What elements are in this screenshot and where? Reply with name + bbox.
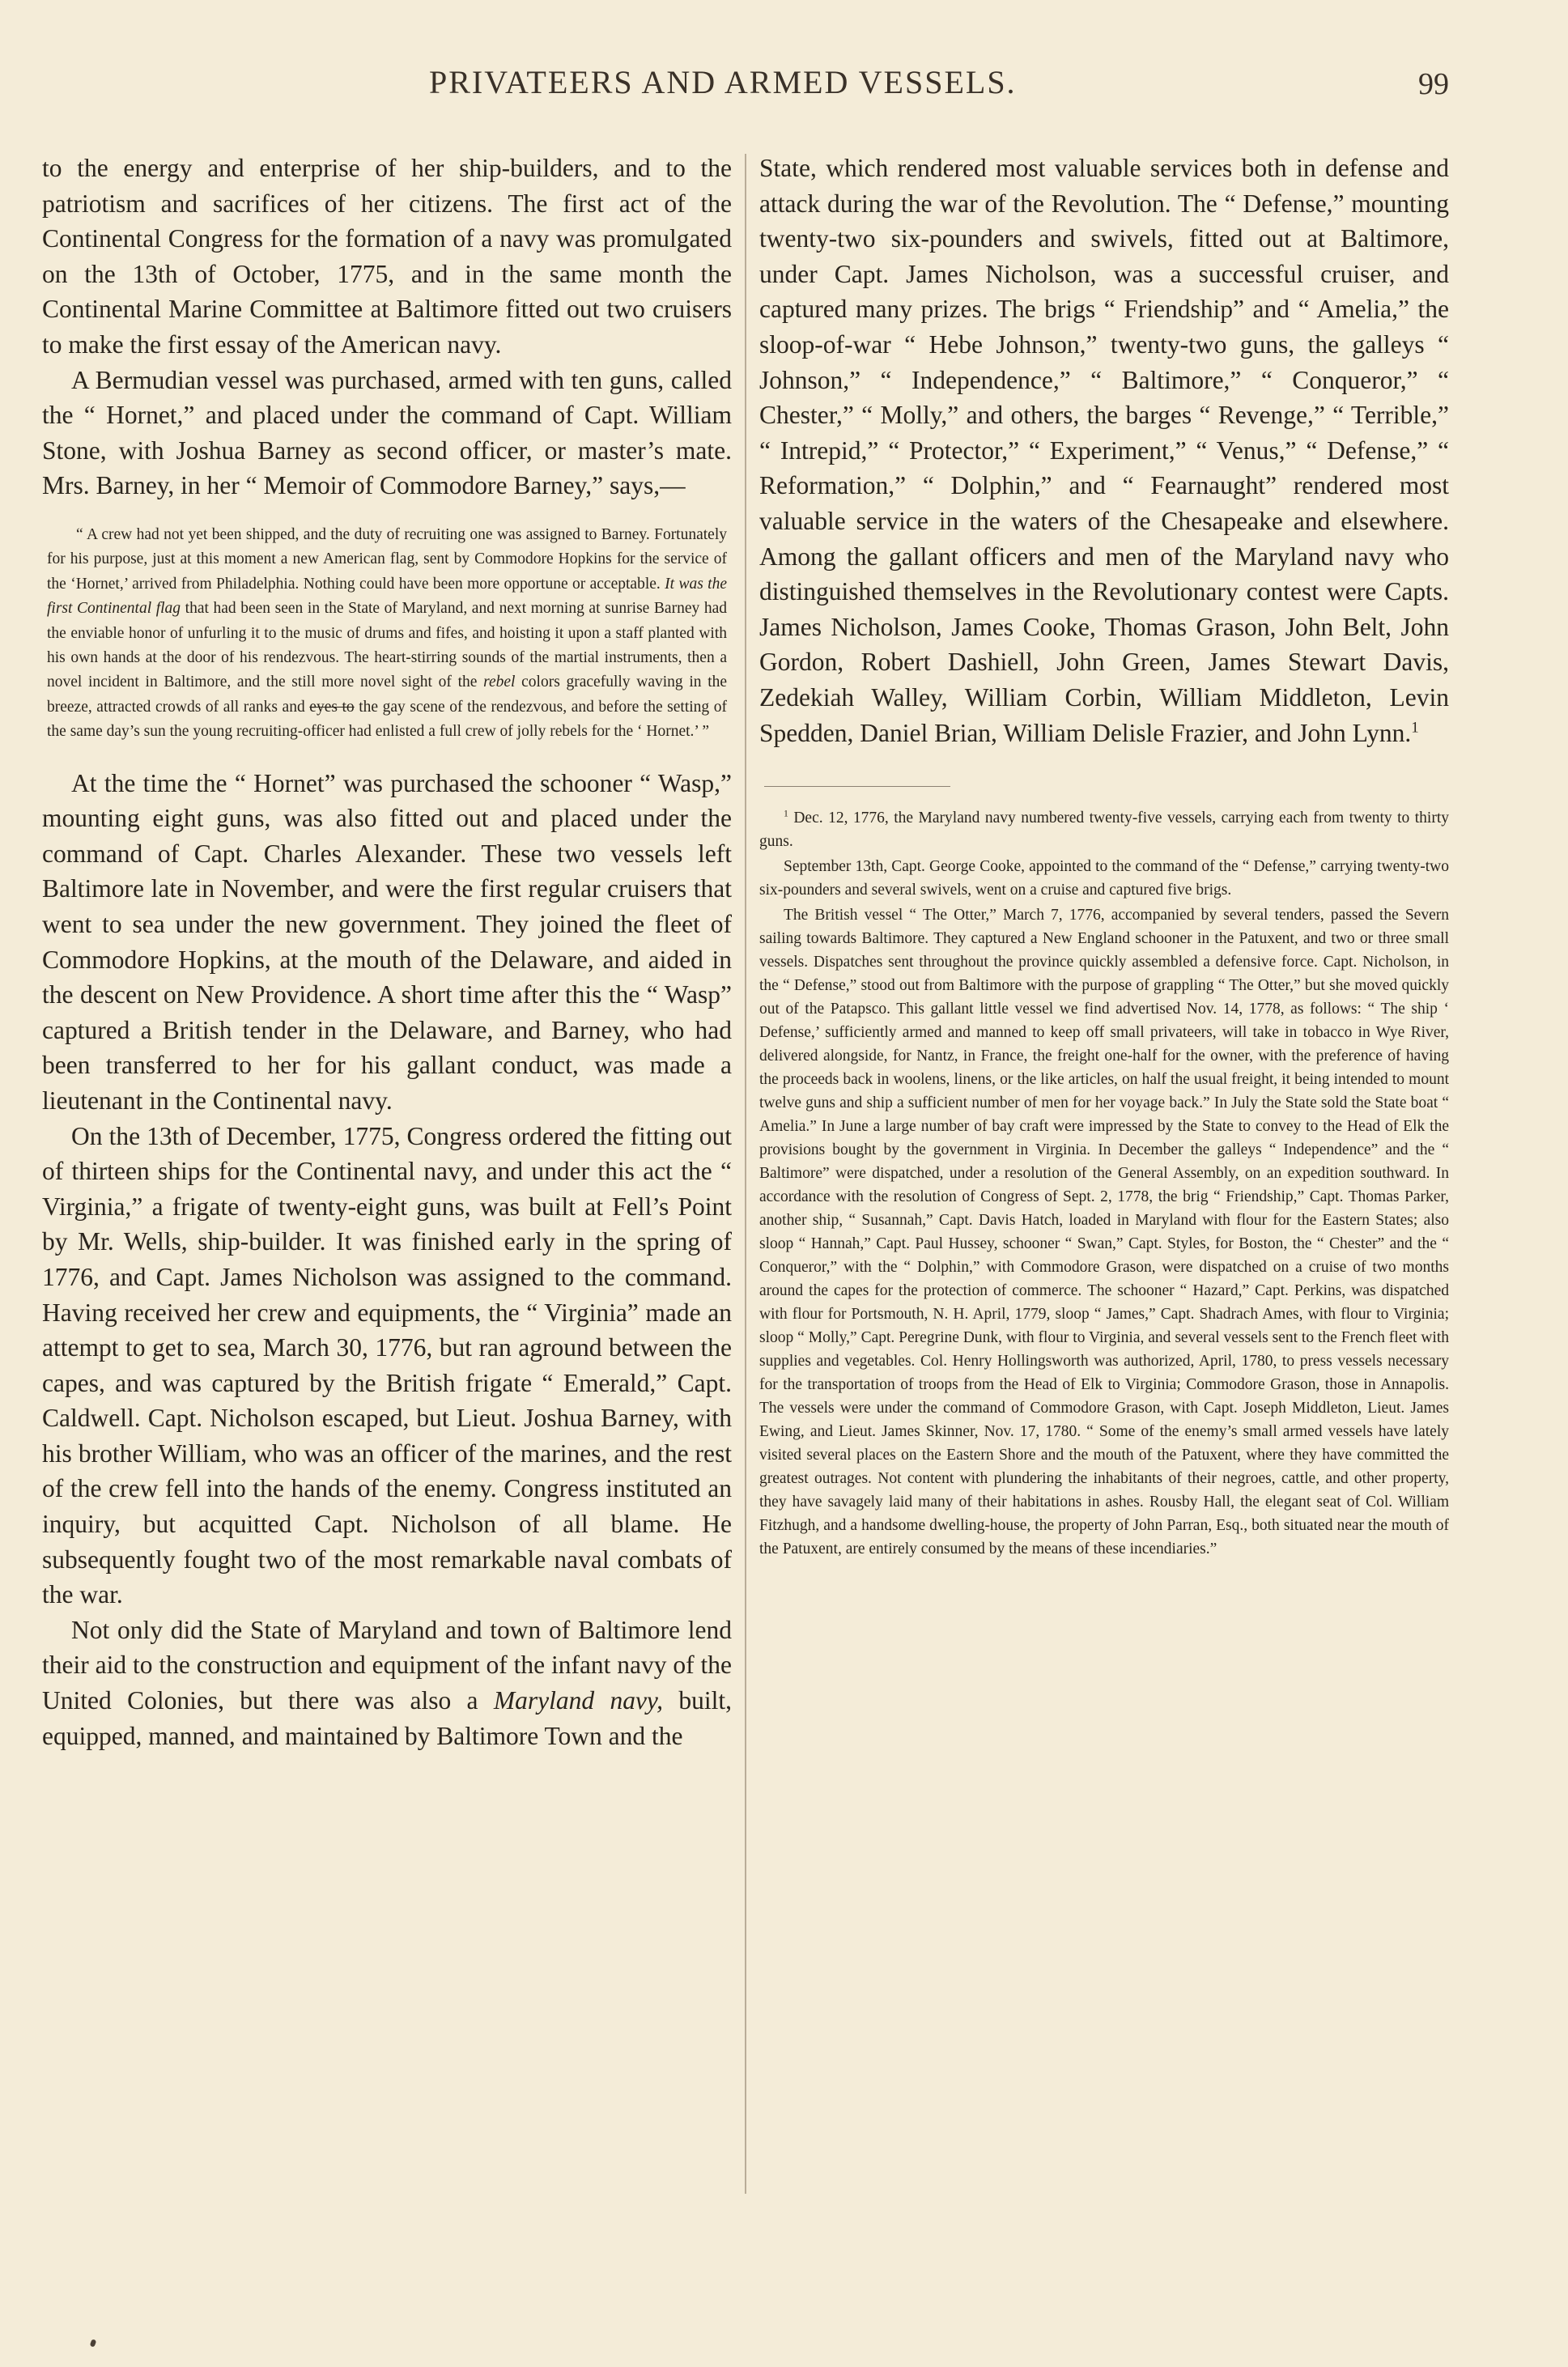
ink-mark <box>90 2339 97 2348</box>
paragraph-text: built, equipped, manned, and maintained by Baltimore Town and the <box>42 1686 733 1750</box>
block-quote <box>47 523 727 745</box>
paragraph <box>759 151 1449 750</box>
quote-italic: rebel <box>483 674 516 691</box>
footnote-marker: 1 <box>784 808 788 819</box>
footnote <box>759 806 1449 853</box>
quote-text: colors gracefully waving in the breeze, attracted crowds of all ranks and <box>47 674 728 716</box>
quote-italic: It was the first Continental flag <box>47 575 727 618</box>
struck-text: eyes to <box>309 698 355 716</box>
footnote-rule <box>764 786 950 787</box>
paragraph: to the energy and enterprise of her ship-builders, and to the patriotism and sacrifices of her citizens. The first act of the Continental Congress for the formation of a navy was promulgated on the 13th of October, 1775, and in the same month the Continental Marine Committee at Baltimore fitted out two cruisers to make the first essay of the American navy. <box>42 154 732 359</box>
footnote: September 13th, Capt. George Cooke, appointed to the command of the “ Defense,” carrying twenty-two six-pounders and several swivels, went on a cruise and captured five brigs. <box>759 858 1449 899</box>
footnote-reference: 1 <box>1411 719 1419 736</box>
paragraph: At the time the “ Hornet” was purchased the schooner “ Wasp,” mounting eight guns, was also fitted out and placed under the command of Capt. Charles Alexander. These two vessels left Baltimore late in November, and were the first regular cruisers that went to sea under the new government. They joined the fleet of Commodore Hopkins, at the mouth of the Delaware, and aided in the descent on New Providence. A short time after this the “ Wasp” captured a British tender in the Delaware, and Barney, who had been transferred to her for his gallant conduct, was made a lieutenant in the Continental navy. <box>42 768 732 1115</box>
left-column <box>42 151 732 1753</box>
paragraph: On the 13th of December, 1775, Congress ordered the fitting out of thirteen ships for the Continental navy, and under this act the “ Virginia,” a frigate of twenty-eight guns, was built at Fell’s Point by Mr. Wells, ship-builder. It was finished early in the spring of 1776, and Capt. James Nicholson was assigned to the command. Having received her crew and equipments, the “ Virginia” made an attempt to get to sea, March 30, 1776, but ran aground between the capes, and was captured by the British frigate “ Emerald,” Capt. Caldwell. Capt. Nicholson escaped, but Lieut. Joshua Barney, with his brother William, who was an officer of the marines, and the rest of the crew fell into the hands of the enemy. Congress instituted an inquiry, but acquitted Capt. Nicholson of all blame. He subsequently fought two of the most remarkable naval combats of the war. <box>42 1121 732 1609</box>
footnotes <box>759 806 1449 1561</box>
quote-text: the gay scene of the rendezvous, and before the setting of the same day’s sun the young recruiting-officer had enlisted a full crew of jolly rebels for the ‘ Hornet.’ ” <box>47 698 727 741</box>
paragraph-italic: Maryland navy, <box>493 1686 664 1715</box>
page-number: 99 <box>1418 67 1449 101</box>
column-divider <box>745 154 746 2194</box>
footnote: The British vessel “ The Otter,” March 7, 1776, accompanied by several tenders, passed the Severn sailing towards Baltimore. They captured a New England schooner in the Patuxent, and two or three small vessels. Dispatches sent throughout the province quickly assembled a defensive force. Capt. Nicholson, in the “ Defense,” stood out from Baltimore with the purpose of grappling “ The Otter,” but she moved quickly out of the Patapsco. This gallant little vessel we find advertised Nov. 14, 1778, as follows: “ The ship ‘ Defense,’ sufficiently armed and manned to keep off small privateers, will take in tobacco in Wye River, delivered alongside, for Nantz, in France, the freight one-half for the owner, with the preference of having the proceeds back in woolens, linens, or the like articles, on half the usual freight, it being intended to mount twelve guns and ship a sufficient number of men for her voyage back.” In July the State sold the State boat “ Amelia.” In June a large number of bay craft were impressed by the State to convey to the Head of Elk the provisions bought by the government in Virginia. In December the galleys “ Independence” and the “ Baltimore” were dispatched, under a resolution of the General Assembly, on an expedition southward. In accordance with the resolution of Congress of Sept. 2, 1778, the brig “ Friendship,” Capt. Thomas Parker, another ship, “ Susannah,” Capt. Davis Hatch, loaded in Maryland with flour for the Eastern States; also sloop “ Hannah,” Capt. Paul Hussey, schooner “ Swan,” Capt. Styles, for Boston, the “ Chester” and the “ Conqueror,” with the “ Dolphin,” with Commodore Grason, were dispatched on a cruise of two months around the capes for the protection of commerce. The schooner “ Hazard,” Capt. Perkins, was dispatched with flour for Portsmouth, N. H. April, 1779, sloop “ James,” Capt. Shadrach Ames, with flour to Virginia; sloop “ Molly,” Capt. Peregrine Dunk, with flour to Virginia, and several vessels sent to the French fleet with supplies and vegetables. Col. Henry Hollingsworth was authorized, April, 1780, to press vessels necessary for the transportation of troops from the Head of Elk to Virginia; Commodore Grason, those in Annapolis. The vessels were under the command of Commodore Grason, with Capt. Joseph Middleton, Lieut. James Ewing, and Lieut. James Skinner, Nov. 17, 1780. “ Some of the enemy’s small armed vessels have lately visited several places on the Eastern Shore and the mouth of the Patuxent, where they have committed the greatest outrages. Not content with plundering the inhabitants of their negroes, cattle, and other property, they have savagely laid many of their habitations in ashes. Rousby Hall, the elegant seat of Col. William Fitzhugh, and a handsome dwelling-house, the property of John Parran, Esq., both situated near the mouth of the Patuxent, are entirely consumed by the means of these incendiaries.” <box>759 907 1449 1558</box>
right-column <box>759 151 1449 1562</box>
paragraph-text: Not only did the State of Maryland and town of Baltimore lend their aid to the construction and equipment of the infant navy of the United Colonies, but there was also a <box>42 1615 733 1715</box>
footnote-text: Dec. 12, 1776, the Maryland navy numbered twenty-five vessels, carrying each from twenty to thirty guns. <box>759 810 1450 851</box>
quote-text: that had been seen in the State of Maryland, and next morning at sunrise Barney had the enviable honor of unfurling it to the music of drums and fifes, and hoisting it upon a staff planted with his own hands at the door of his rendezvous. The heart-stirring sounds of the martial instruments, then a novel incident in Baltimore, and the still more novel sight of the <box>47 600 727 691</box>
running-head: PRIVATEERS AND ARMED VESSELS. <box>429 64 1017 100</box>
paragraph <box>42 1613 732 1753</box>
paragraph: A Bermudian vessel was purchased, armed with ten guns, called the “ Hornet,” and placed under the command of Capt. William Stone, with Joshua Barney as second officer, or master’s mate. Mrs. Barney, in her “ Memoir of Commodore Barney,” says,— <box>42 365 732 500</box>
paragraph-text: State, which rendered most valuable services both in defense and attack during the war of the Revolution. The “ Defense,” mounting twenty-two six-pounders and swivels, fitted out at Baltimore, under Capt. James Nicholson, was a successful cruiser, and captured many prizes. The brigs “ Friendship” and “ Amelia,” the sloop-of-war “ Hebe Johnson,” twenty-two guns, the galleys “ Johnson,” “ Independence,” “ Baltimore,” “ Conqueror,” “ Chester,” “ Molly,” and others, the barges “ Revenge,” “ Terrible,” “ Intrepid,” “ Protector,” “ Experiment,” “ Venus,” “ Defense,” “ Reformation,” “ Dolphin,” and “ Fearnaught” rendered most valuable service in the waters of the Chesapeake and elsewhere. Among the gallant officers and men of the Maryland navy who distinguished themselves in the Revolutionary contest were Capts. James Nicholson, James Cooke, Thomas Grason, John Belt, John Gordon, Robert Dashiell, John Green, James Stewart Davis, Zedekiah Walley, William Corbin, William Middleton, Levin Spedden, Daniel Brian, William Delisle Frazier, and John Lynn. <box>759 154 1449 747</box>
quote-text: “ A crew had not yet been shipped, and the duty of recruiting one was assigned to Barney. Fortunately for his purpose, just at this moment a new American flag, sent by Commodore Hopkins for the service of the ‘Hornet,’ arrived from Philadelphia. Nothing could have been more opportune or acceptable. <box>47 525 727 593</box>
page-header <box>0 63 1568 120</box>
